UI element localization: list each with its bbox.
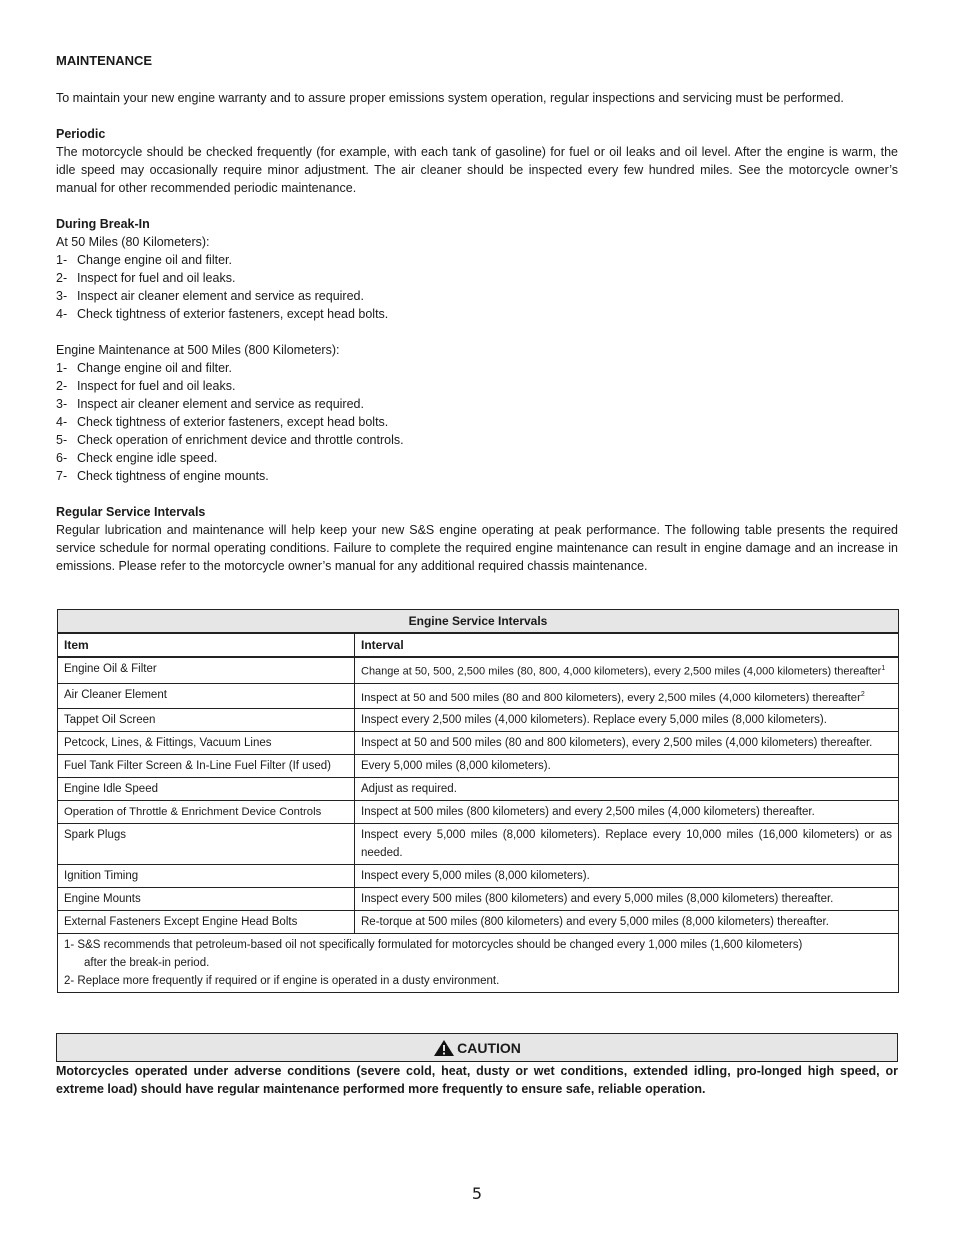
row-item: Petcock, Lines, & Fittings, Vacuum Lines xyxy=(58,732,355,755)
list-item: 4- Check tightness of exterior fasteners, except head bolts. xyxy=(56,415,389,429)
page-title: MAINTENANCE xyxy=(56,53,153,68)
list-item: 3- Inspect air cleaner element and service as required. xyxy=(56,397,364,411)
row-interval: Inspect every 5,000 miles (8,000 kilometers). Replace every 10,000 miles (16,000 kilometers) or as needed. xyxy=(355,824,899,865)
caution-label: CAUTION xyxy=(457,1039,521,1056)
row-item: Tappet Oil Screen xyxy=(58,709,355,732)
row-interval: Inspect every 2,500 miles (4,000 kilometers). Replace every 5,000 miles (8,000 kilometers). xyxy=(355,709,899,732)
table-row xyxy=(58,801,899,824)
footnote-ref: 1 xyxy=(881,665,886,672)
footnote-1-continued: after the break-in period. xyxy=(84,957,210,970)
column-header-interval: Interval xyxy=(355,633,899,657)
footnote-ref: 2 xyxy=(860,690,865,698)
breakin-second-list xyxy=(56,359,898,485)
periodic-heading: Periodic xyxy=(56,127,106,141)
row-item: Air Cleaner Element xyxy=(58,683,355,709)
table-row xyxy=(58,888,899,911)
caution-text: Motorcycles operated under adverse conditions (severe cold, heat, dusty or wet conditions, extended idling, pro-longed high speed, or extreme load) should have regular maintenance performed more frequently to ensure safe, reliable operation. xyxy=(56,1064,898,1096)
regular-heading: Regular Service Intervals xyxy=(56,505,206,519)
row-item: Engine Mounts xyxy=(58,888,355,911)
row-item: Spark Plugs xyxy=(58,824,355,865)
document-body xyxy=(56,52,898,575)
breakin-first-label: At 50 Miles (80 Kilometers): xyxy=(56,235,210,249)
page-number: 5 xyxy=(471,1184,483,1203)
list-item: 1- Change engine oil and filter. xyxy=(56,361,232,375)
row-item: Operation of Throttle & Enrichment Device Controls xyxy=(58,801,355,824)
row-interval: Every 5,000 miles (8,000 kilometers). xyxy=(355,755,899,778)
table-row xyxy=(58,709,899,732)
column-header-item: Item xyxy=(58,633,355,657)
table-row xyxy=(58,778,899,801)
footnote-1: 1- S&S recommends that petroleum-based oil not specifically formulated for motorcycles should be changed every 1,000 miles (1,600 kilometers) xyxy=(64,939,803,952)
table-row xyxy=(58,683,899,709)
warning-triangle-icon xyxy=(433,1039,455,1057)
row-interval: Adjust as required. xyxy=(355,778,899,801)
list-item: 5- Check operation of enrichment device and throttle controls. xyxy=(56,433,404,447)
table-title: Engine Service Intervals xyxy=(58,610,899,634)
row-interval: Inspect every 500 miles (800 kilometers) and every 5,000 miles (8,000 kilometers) thereafter. xyxy=(355,888,899,911)
list-item: 4- Check tightness of exterior fasteners, except head bolts. xyxy=(56,307,389,321)
row-item: Engine Idle Speed xyxy=(58,778,355,801)
row-interval: Inspect at 50 and 500 miles (80 and 800 kilometers), every 2,500 miles (4,000 kilometers) thereafter$^2$ xyxy=(355,683,899,709)
table-row xyxy=(58,911,899,934)
breakin-heading: During Break-In xyxy=(56,217,150,231)
table-row xyxy=(58,824,899,865)
row-item: External Fasteners Except Engine Head Bolts xyxy=(58,911,355,934)
row-interval: Inspect every 5,000 miles (8,000 kilometers). xyxy=(355,865,899,888)
row-interval: Change at 50, 500, 2,500 miles (80, 800, 4,000 kilometers), every 2,500 miles (4,000 kilometers) thereafter$^1$ xyxy=(355,657,899,683)
table-notes xyxy=(58,934,899,993)
list-item: 2- Inspect for fuel and oil leaks. xyxy=(56,271,236,285)
service-interval-table xyxy=(57,609,899,993)
table-notes-row xyxy=(58,934,899,993)
table-row xyxy=(58,755,899,778)
list-item: 7- Check tightness of engine mounts. xyxy=(56,469,269,483)
list-item: 3- Inspect air cleaner element and service as required. xyxy=(56,289,364,303)
row-interval: Inspect at 50 and 500 miles (80 and 800 kilometers), every 2,500 miles (4,000 kilometers) thereafter. xyxy=(355,732,899,755)
row-item: Ignition Timing xyxy=(58,865,355,888)
row-interval: Re-torque at 500 miles (800 kilometers) and every 5,000 miles (8,000 kilometers) thereafter. xyxy=(355,911,899,934)
periodic-paragraph: The motorcycle should be checked frequently (for example, with each tank of gasoline) for fuel or oil leaks and oil level. After the engine is warm, the idle speed may occasionally require minor adjustment. The air cleaner should be inspected every few hundred miles. See the motorcycle owner’s manual for other recommended periodic maintenance. xyxy=(56,145,898,195)
table-row xyxy=(58,732,899,755)
table-row xyxy=(58,865,899,888)
intro-paragraph: To maintain your new engine warranty and to assure proper emissions system operation, regular inspections and servicing must be performed. xyxy=(56,91,844,105)
breakin-first-list xyxy=(56,251,898,323)
caution-banner xyxy=(56,1033,898,1062)
list-item: 2- Inspect for fuel and oil leaks. xyxy=(56,379,236,393)
breakin-second-label: Engine Maintenance at 500 Miles (800 Kilometers): xyxy=(56,343,340,357)
row-interval: Inspect at 500 miles (800 kilometers) and every 2,500 miles (4,000 kilometers) thereafter. xyxy=(355,801,899,824)
regular-paragraph: Regular lubrication and maintenance will help keep your new S&S engine operating at peak performance. The following table presents the required service schedule for normal operating conditions. Failure to complete the required engine maintenance can result in engine damage and an increase in emissions. Please refer to the motorcycle owner’s manual for any additional required chassis maintenance. xyxy=(56,523,898,573)
table-row xyxy=(58,657,899,683)
list-item: 6- Check engine idle speed. xyxy=(56,451,218,465)
row-item: Fuel Tank Filter Screen & In-Line Fuel Filter (If used) xyxy=(58,755,355,778)
footnote-2: 2- Replace more frequently if required or if engine is operated in a dusty environment. xyxy=(64,975,500,988)
row-item: Engine Oil & Filter xyxy=(58,657,355,683)
list-item: 1- Change engine oil and filter. xyxy=(56,253,232,267)
